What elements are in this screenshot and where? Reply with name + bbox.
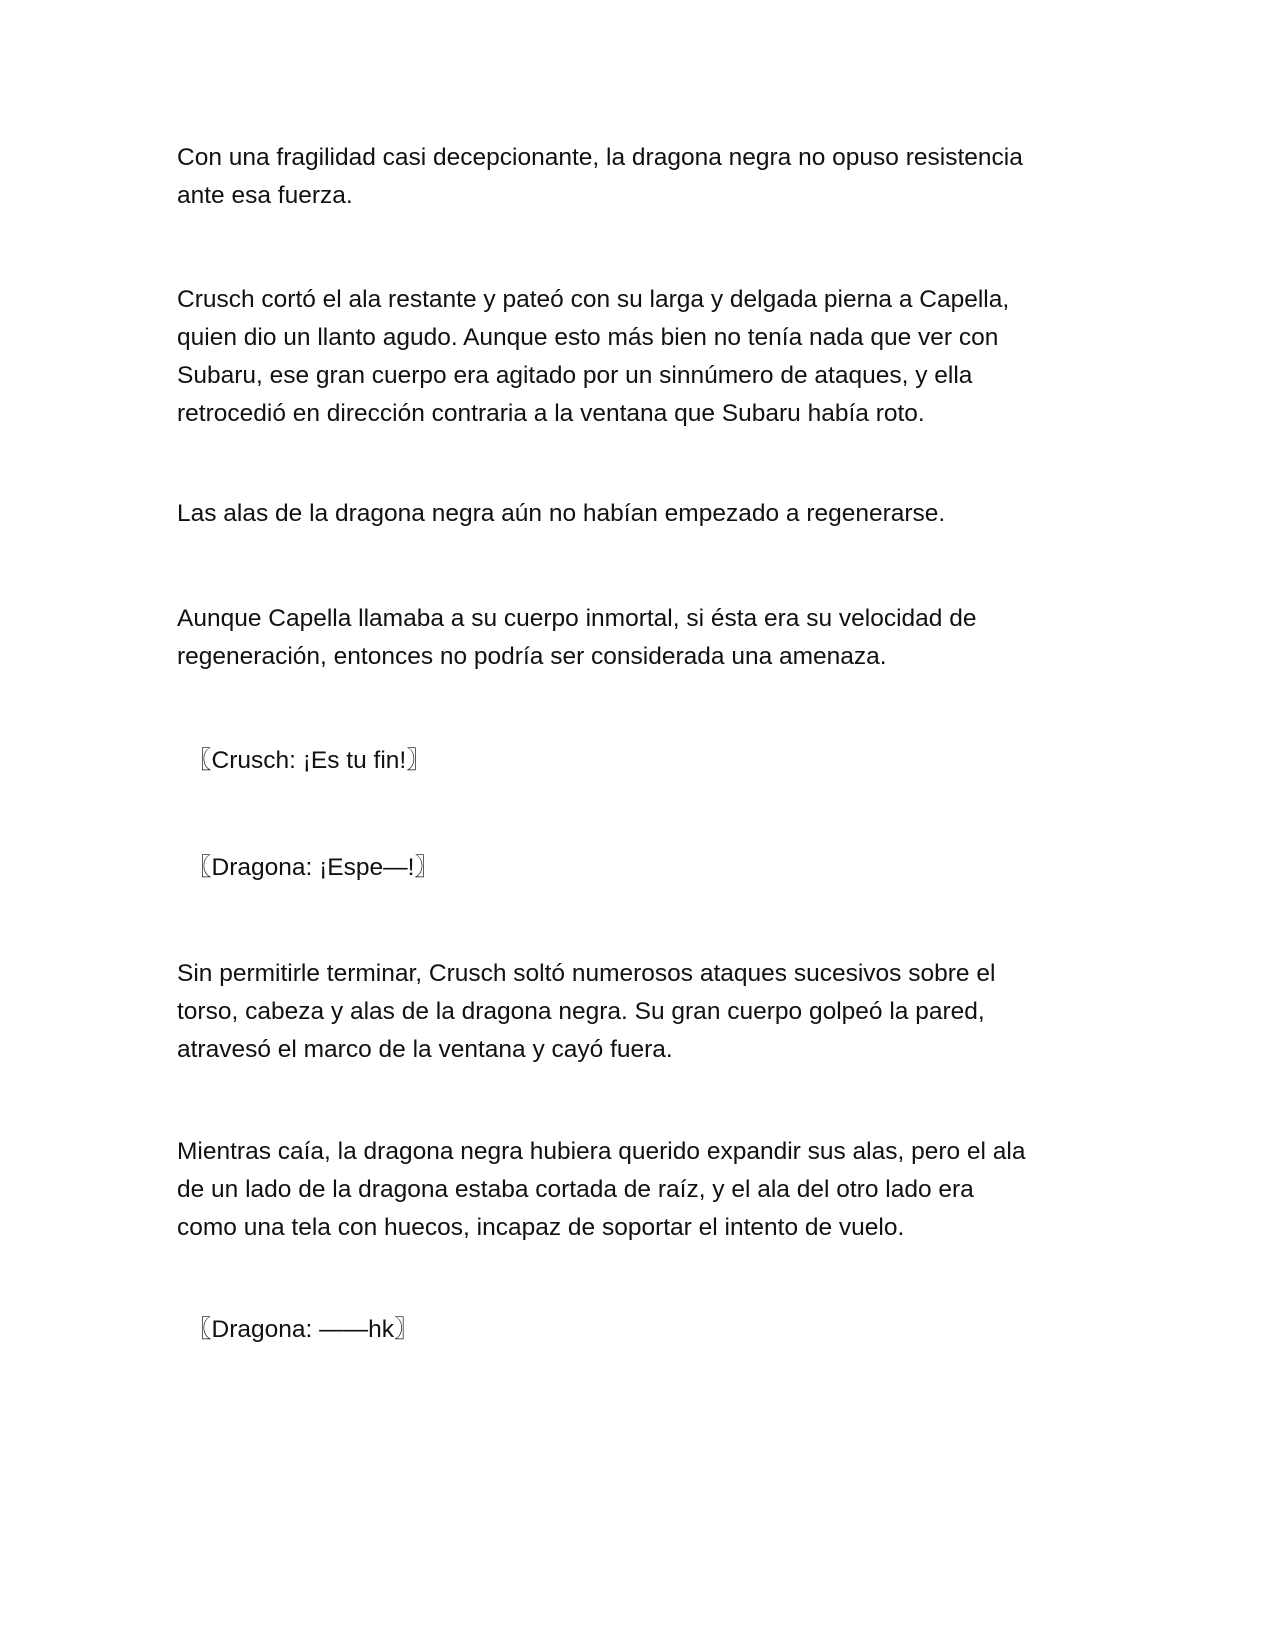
dialogue-dragona-1: 〖Dragona: ¡Espe—!〗	[187, 854, 439, 881]
paragraph-4: Aunque Capella llamaba a su cuerpo inmortal, si ésta era su velocidad de regeneración, entonces no podría ser considerada una amenaza.	[177, 605, 977, 670]
dialogue-crusch: 〖Crusch: ¡Es tu fin!〗	[187, 747, 431, 774]
paragraph-5: Sin permitirle terminar, Crusch soltó numerosos ataques sucesivos sobre el torso, cabeza y alas de la dragona negra. Su gran cuerpo golpeó la pared, atravesó el marco de la ventana y cayó fuera.	[177, 960, 996, 1063]
paragraph-1: Con una fragilidad casi decepcionante, la dragona negra no opuso resistencia ante esa fuerza.	[177, 144, 1023, 209]
dialogue-dragona-2: 〖Dragona: ——hk〗	[187, 1316, 419, 1343]
paragraph-3: Las alas de la dragona negra aún no habían empezado a regenerarse.	[177, 500, 946, 527]
paragraph-6: Mientras caía, la dragona negra hubiera querido expandir sus alas, pero el ala de un lado de la dragona estaba cortada de raíz, y el ala del otro lado era como una tela con huecos, incapaz de soportar el intento de vuelo.	[177, 1138, 1026, 1241]
paragraph-2: Crusch cortó el ala restante y pateó con su larga y delgada pierna a Capella, quien dio un llanto agudo. Aunque esto más bien no tenía nada que ver con Subaru, ese gran cuerpo era agitado por un sinnúmero de ataques, y ella retrocedió en dirección contraria a la ventana que Subaru había roto.	[177, 286, 1010, 427]
